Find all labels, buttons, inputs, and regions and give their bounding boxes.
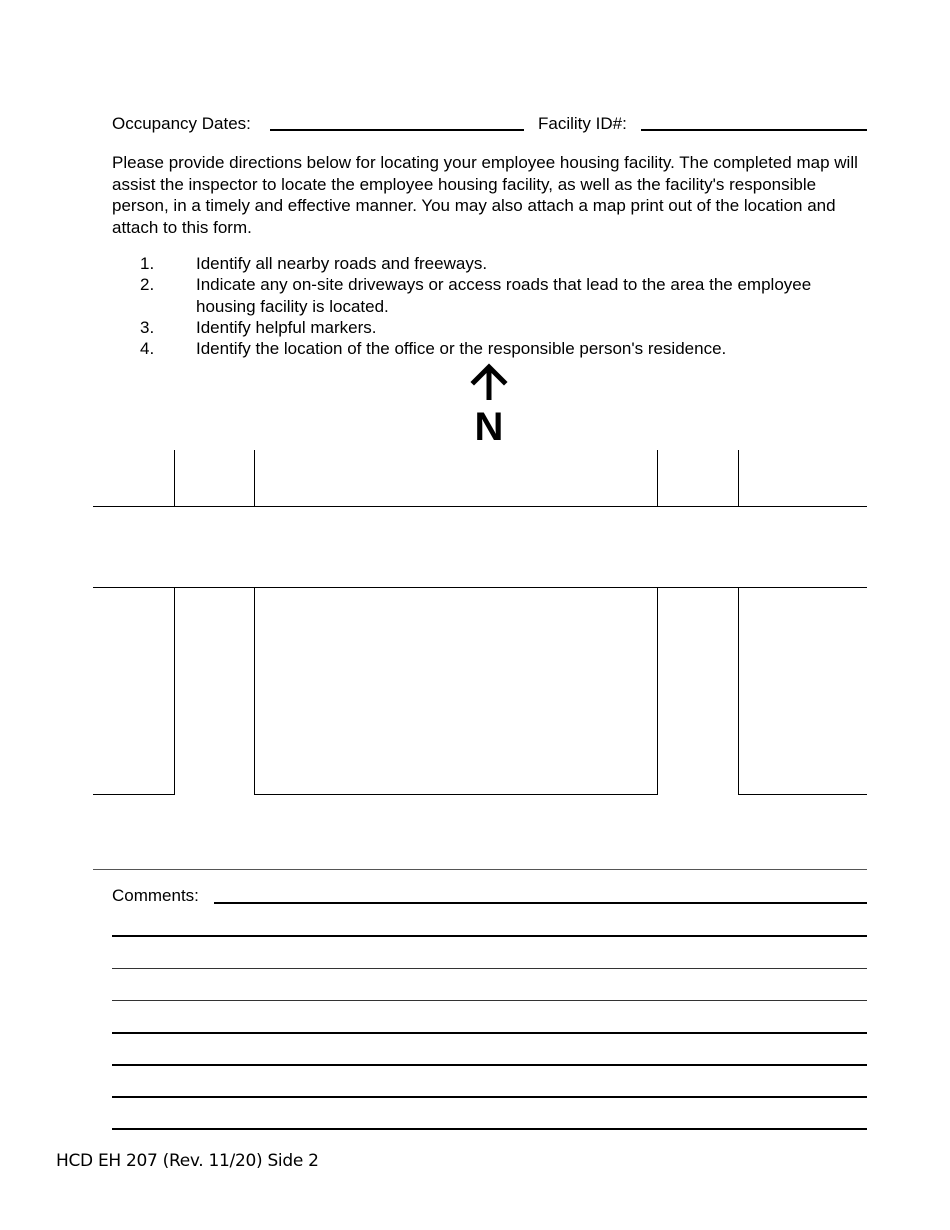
comments-line[interactable] bbox=[112, 935, 867, 937]
map-block bbox=[254, 587, 658, 795]
map-block-edge bbox=[174, 450, 175, 507]
occupancy-dates-label: Occupancy Dates: bbox=[112, 114, 251, 133]
comments-field[interactable] bbox=[214, 902, 867, 904]
step-text: Indicate any on-site driveways or access roads that lead to the area the employee housing facility is located. bbox=[196, 275, 812, 316]
comments-line[interactable] bbox=[112, 1096, 867, 1098]
step-text: Identify the location of the office or the responsible person's residence. bbox=[196, 339, 727, 358]
map-road-edge bbox=[93, 869, 867, 870]
map-block-edge bbox=[738, 450, 739, 507]
comments-line[interactable] bbox=[112, 1032, 867, 1034]
north-label: N bbox=[474, 405, 504, 449]
step-number: 3. bbox=[140, 318, 155, 337]
map-block bbox=[738, 587, 867, 795]
map-road-edge bbox=[93, 506, 867, 507]
north-indicator bbox=[469, 362, 509, 447]
comments-line[interactable] bbox=[112, 1128, 867, 1130]
comments-line[interactable] bbox=[112, 968, 867, 969]
map-block bbox=[93, 587, 175, 795]
occupancy-dates-field[interactable] bbox=[270, 129, 524, 131]
comments-line[interactable] bbox=[112, 1000, 867, 1001]
comments-line[interactable] bbox=[112, 1064, 867, 1066]
north-arrow-icon bbox=[469, 362, 509, 402]
step-text: Identify all nearby roads and freeways. bbox=[196, 254, 488, 273]
step-number: 2. bbox=[140, 275, 155, 294]
step-number: 1. bbox=[140, 254, 155, 273]
step-text: Identify helpful markers. bbox=[196, 318, 377, 337]
step-number: 4. bbox=[140, 339, 155, 358]
map-block-edge bbox=[254, 450, 255, 507]
facility-id-field[interactable] bbox=[641, 129, 867, 131]
facility-id-label: Facility ID#: bbox=[538, 114, 627, 133]
map-block-edge bbox=[657, 450, 658, 507]
comments-label: Comments: bbox=[112, 886, 199, 905]
form-footer: HCD EH 207 (Rev. 11/20) Side 2 bbox=[56, 1151, 319, 1171]
instructions-paragraph: Please provide directions below for locating your employee housing facility. The completed map will assist the inspector to locate the employee housing facility, as well as the facility's responsible person, in a timely and effective manner. You may also attach a map print out of the location and attach to this form. bbox=[112, 153, 858, 237]
